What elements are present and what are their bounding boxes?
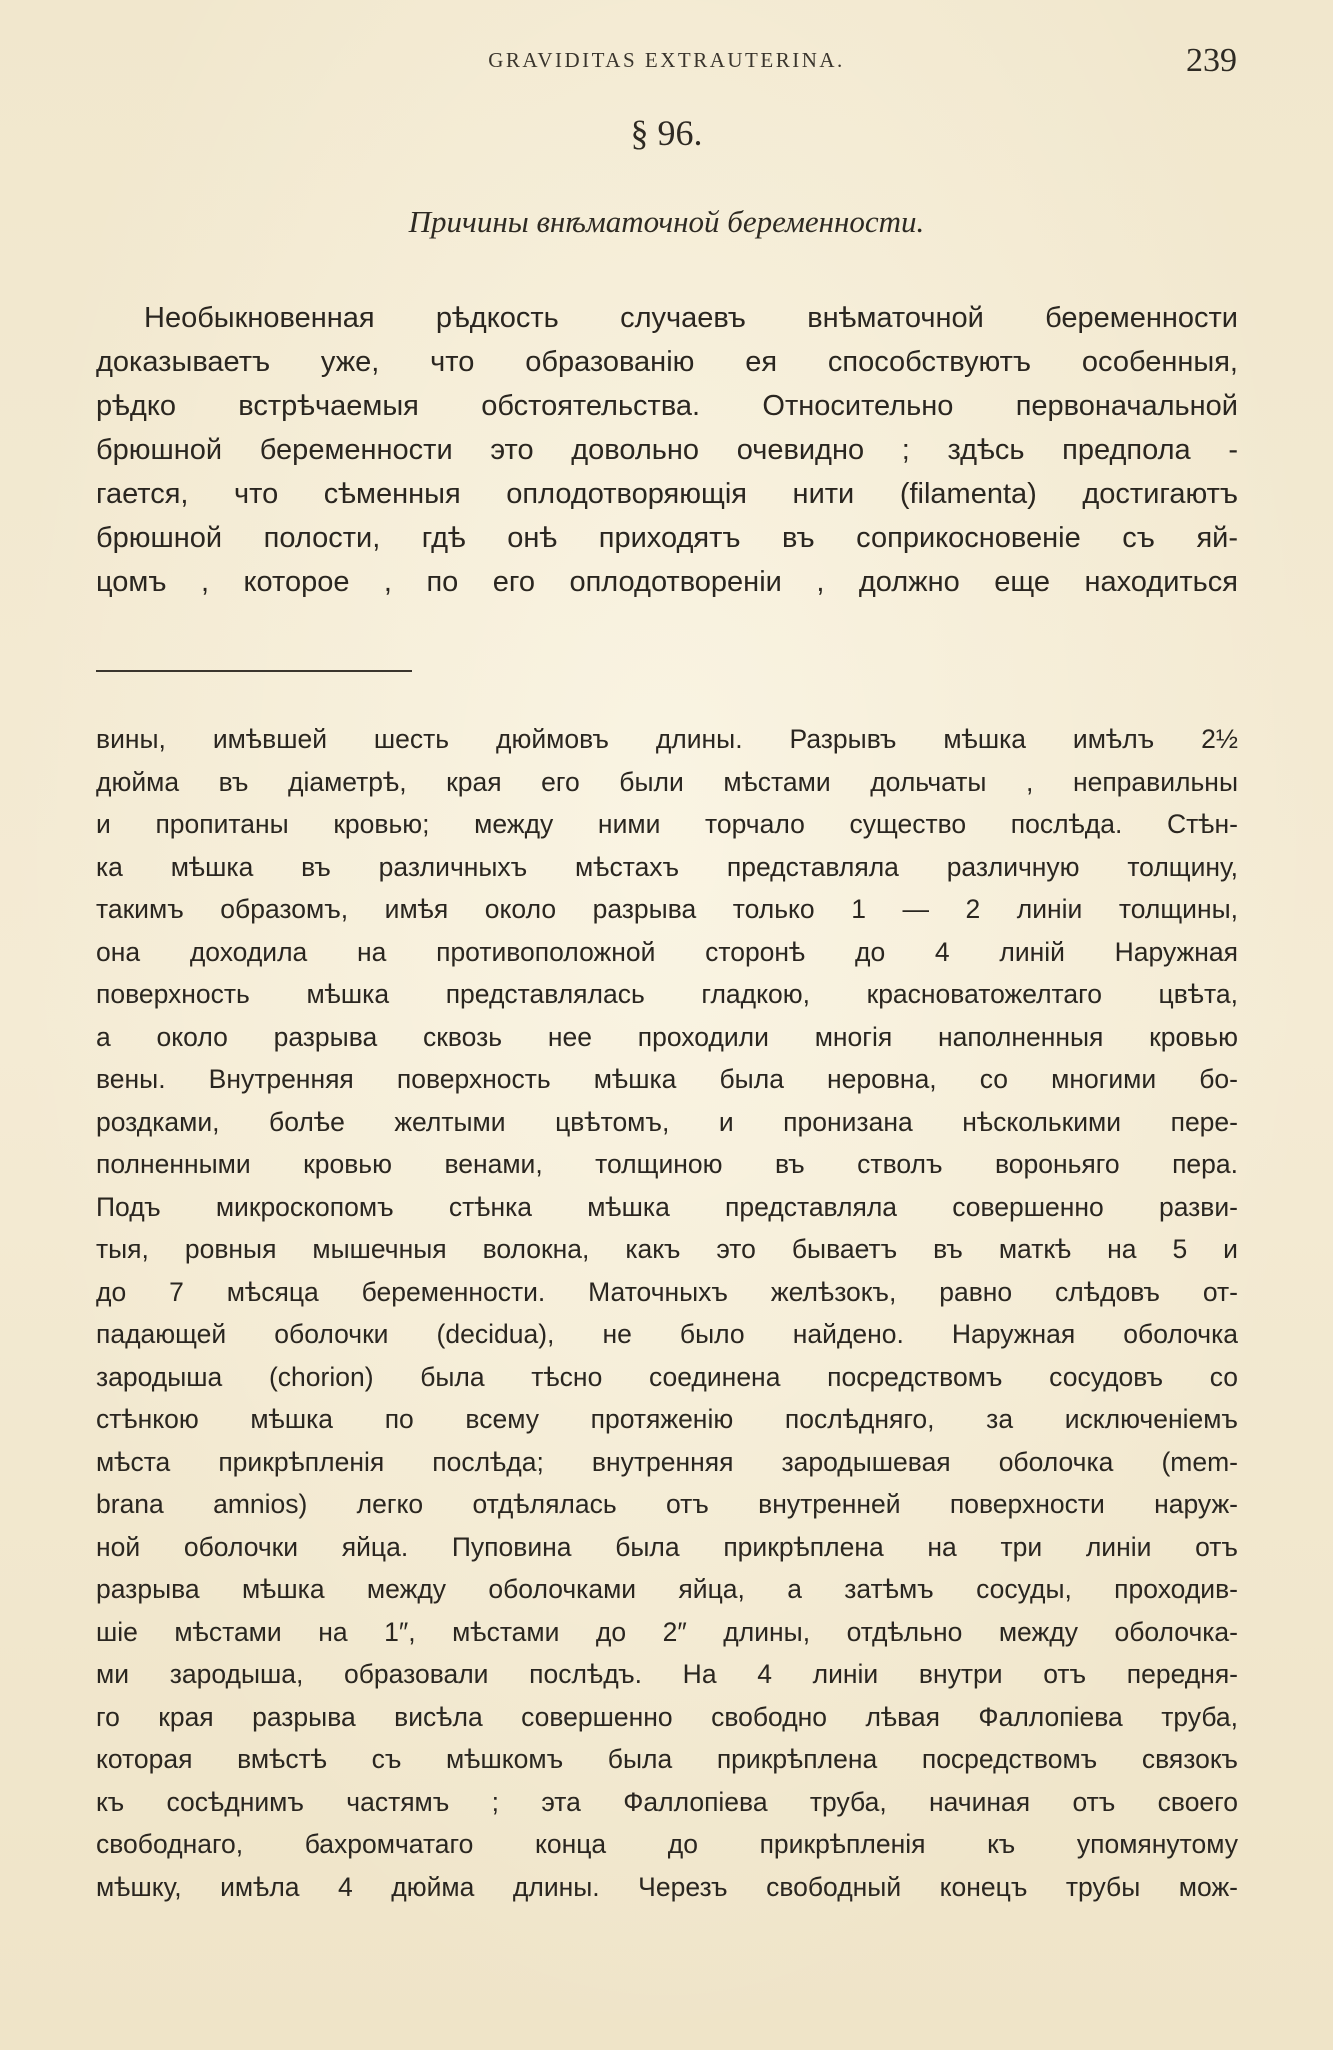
footnote-line: разрыва мѣшка между оболочками яйца, а затѣмъ сосуды, проходив-: [96, 1574, 1238, 1604]
footnote-line: Подъ микроскопомъ стѣнка мѣшка представляла совершенно разви-: [96, 1191, 1238, 1222]
text-line: гается, что сѣменныя оплодотворяющія нити (filamenta) достигаютъ: [96, 478, 1238, 510]
footnote-line: полненными кровью венами, толщиною въ стволъ вороньяго пера.: [96, 1149, 1238, 1179]
text-line: брюшной полости, гдѣ онѣ приходятъ въ соприкосновеніе съ яй-: [96, 522, 1238, 554]
footnote-line: тыя, ровныя мышечныя волокна, какъ это бываетъ въ маткѣ на 5 и: [96, 1234, 1238, 1264]
footnote-line: свободнаго, бахромчатаго конца до прикрѣпленія къ упомянутому: [96, 1829, 1238, 1859]
text-line: доказываетъ уже, что образованію ея способствуютъ особенныя,: [96, 346, 1238, 378]
section-number: § 96.: [630, 113, 703, 153]
footnote-divider: [96, 670, 412, 672]
footnote-line: а около разрыва сквозь нее проходили многія наполненныя кровью: [96, 1021, 1238, 1052]
footnote-line: къ сосѣднимъ частямъ ; эта Фаллопіева труба, начиная отъ своего: [96, 1786, 1238, 1817]
footnote-line: стѣнкою мѣшка по всему протяженію послѣдняго, за исключеніемъ: [96, 1404, 1238, 1434]
footnote-line: которая вмѣстѣ съ мѣшкомъ была прикрѣплена посредствомъ связокъ: [96, 1744, 1238, 1774]
running-title: GRAVIDITAS EXTRAUTERINA.: [488, 48, 845, 72]
footnote-line: роздками, болѣе желтыми цвѣтомъ, и пронизана нѣсколькими пере-: [96, 1106, 1238, 1137]
footnote-line: и пропитаны кровью; между ними торчало существо послѣда. Стѣн-: [96, 809, 1238, 839]
main-paragraph: [96, 296, 1238, 604]
footnote-line: ка мѣшка въ различныхъ мѣстахъ представляла различную толщину,: [96, 851, 1238, 882]
footnote-line: дюйма въ діаметрѣ, края его были мѣстами дольчаты , неправильны: [96, 766, 1238, 797]
text-line: рѣдко встрѣчаемыя обстоятельства. Относительно первоначальной: [96, 390, 1238, 422]
footnote-line: вины, имѣвшей шесть дюймовъ длины. Разрывъ мѣшка имѣлъ 2½: [96, 724, 1238, 754]
footnote-line: до 7 мѣсяца беременности. Маточныхъ желѣзокъ, равно слѣдовъ от-: [96, 1276, 1238, 1307]
text-line: цомъ , которое , по его оплодотвореніи , должно еще находиться: [96, 566, 1238, 598]
footnote-line: brana amnios) легко отдѣлялась отъ внутренней поверхности наруж-: [96, 1489, 1238, 1519]
footnote-line: мѣшку, имѣла 4 дюйма длины. Черезъ свободный конецъ трубы мож-: [96, 1871, 1238, 1902]
footnote-line: ми зародыша, образовали послѣдъ. На 4 линіи внутри отъ передня-: [96, 1659, 1238, 1689]
footnote-line: поверхность мѣшка представлялась гладкою, красноватожелтаго цвѣта,: [96, 979, 1238, 1009]
footnote-line: вены. Внутренняя поверхность мѣшка была неровна, со многими бо-: [96, 1064, 1238, 1094]
text-line: брюшной беременности это довольно очевидно ; здѣсь предпола -: [96, 434, 1238, 466]
page-number: 239: [1186, 42, 1237, 79]
footnote-line: ной оболочки яйца. Пуповина была прикрѣплена на три линіи отъ: [96, 1531, 1238, 1562]
text-line: Необыкновенная рѣдкость случаевъ внѣматочной беременности: [144, 302, 1238, 334]
footnote-line: го края разрыва висѣла совершенно свободно лѣвая Фаллопіева труба,: [96, 1701, 1238, 1732]
footnote-line: падающей оболочки (decidua), не было найдено. Наружная оболочка: [96, 1319, 1238, 1349]
footnote-line: такимъ образомъ, имѣя около разрыва только 1 — 2 линіи толщины,: [96, 894, 1238, 924]
footnote-paragraph: [96, 718, 1238, 1908]
footnote-line: она доходила на противоположной сторонѣ до 4 линій Наружная: [96, 936, 1238, 967]
footnote-line: мѣста прикрѣпленія послѣда; внутренняя зародышевая оболочка (mem-: [96, 1446, 1238, 1477]
section-title: Причины внѣматочной беременности.: [408, 204, 925, 239]
footnote-line: шіе мѣстами на 1″, мѣстами до 2″ длины, отдѣльно между оболочка-: [96, 1616, 1238, 1647]
footnote-line: зародыша (chorion) была тѣсно соединена посредствомъ сосудовъ со: [96, 1361, 1238, 1392]
running-header: [96, 42, 1237, 82]
